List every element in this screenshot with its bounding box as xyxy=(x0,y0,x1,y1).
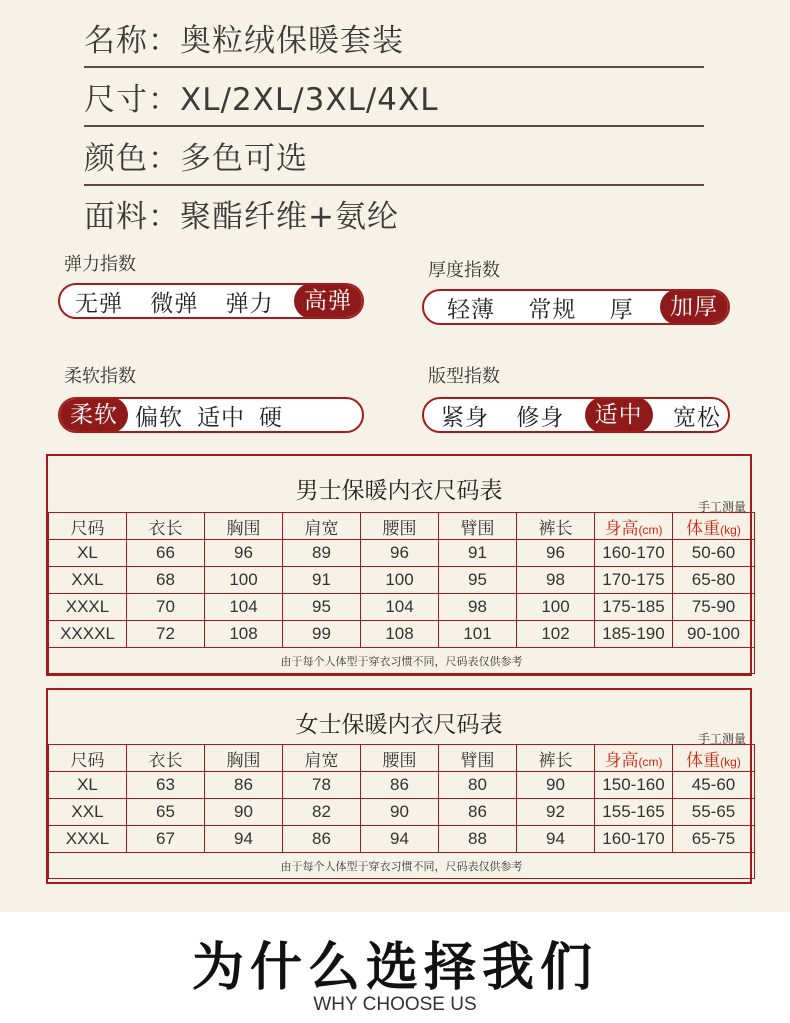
fit-option-selected: 适中 xyxy=(585,397,653,433)
header-cell-height xyxy=(595,745,673,772)
elasticity-option-selected: 高弹 xyxy=(294,283,362,319)
table-cell: 155-165 xyxy=(595,799,673,826)
thickness-index-label: 厚度指数 xyxy=(428,260,500,281)
elasticity-index-label: 弹力指数 xyxy=(64,254,136,275)
table-cell: XXL xyxy=(49,567,127,594)
table-cell: 94 xyxy=(205,826,283,853)
women-size-footnote: 由于每个人体型于穿衣习惯不同，尺码表仅供参考 xyxy=(49,853,755,879)
spec-label: 尺寸 xyxy=(84,82,148,118)
header-cell: 裤长 xyxy=(517,513,595,540)
spec-separator: ： xyxy=(148,141,180,177)
elasticity-option: 弹力 xyxy=(225,290,274,317)
women-size-chart xyxy=(46,688,752,884)
table-cell: 80 xyxy=(439,772,517,799)
table-cell: XL xyxy=(49,540,127,567)
women-size-table xyxy=(48,744,755,879)
table-cell: 65-80 xyxy=(673,567,755,594)
softness-index-label: 柔软指数 xyxy=(64,366,136,387)
table-cell: 108 xyxy=(361,621,439,648)
header-cell: 裤长 xyxy=(517,745,595,772)
table-row xyxy=(49,594,755,621)
table-cell: 95 xyxy=(439,567,517,594)
fit-option: 修身 xyxy=(516,404,565,431)
table-header-row xyxy=(49,513,755,540)
thickness-index-scale xyxy=(422,289,730,325)
fit-option: 紧身 xyxy=(441,404,489,431)
table-cell: 78 xyxy=(283,772,361,799)
table-cell: 86 xyxy=(361,772,439,799)
table-cell: 90 xyxy=(361,799,439,826)
spec-value: 奥粒绒保暖套装 xyxy=(180,23,404,59)
why-choose-us-subtitle: WHY CHOOSE US xyxy=(313,994,477,1015)
thickness-option: 常规 xyxy=(528,296,577,323)
fit-index-label: 版型指数 xyxy=(428,366,500,387)
table-row xyxy=(49,772,755,799)
table-cell: 96 xyxy=(361,540,439,567)
table-cell: 160-170 xyxy=(595,826,673,853)
table-cell: 88 xyxy=(439,826,517,853)
spec-separator: ： xyxy=(148,23,180,59)
weight-label: 体重 xyxy=(686,750,721,770)
women-size-chart-title: 女士保暖内衣尺码表 xyxy=(295,712,503,738)
table-cell: 175-185 xyxy=(595,594,673,621)
table-row xyxy=(49,826,755,853)
spec-row-color xyxy=(84,132,704,186)
table-cell: 86 xyxy=(283,826,361,853)
table-cell: 66 xyxy=(127,540,205,567)
height-label: 身高 xyxy=(604,518,639,538)
table-cell: 108 xyxy=(205,621,283,648)
spec-value: 聚酯纤维+氨纶 xyxy=(180,199,399,235)
header-cell: 衣长 xyxy=(127,513,205,540)
table-cell: 96 xyxy=(205,540,283,567)
spec-row-size xyxy=(84,73,704,127)
table-cell: 170-175 xyxy=(595,567,673,594)
table-cell: 65 xyxy=(127,799,205,826)
table-cell: 86 xyxy=(205,772,283,799)
header-cell: 肩宽 xyxy=(283,745,361,772)
height-label: 身高 xyxy=(604,750,639,770)
spec-label: 名称 xyxy=(84,23,148,59)
table-footnote-row xyxy=(49,648,755,674)
men-size-chart xyxy=(46,454,752,676)
table-cell: 104 xyxy=(361,594,439,621)
table-cell: XXXXL xyxy=(49,621,127,648)
weight-label: 体重 xyxy=(686,518,721,538)
header-cell: 臂围 xyxy=(439,513,517,540)
table-cell: XXXL xyxy=(49,594,127,621)
spec-value: 多色可选 xyxy=(180,141,308,177)
header-cell: 臂围 xyxy=(439,745,517,772)
table-cell: 72 xyxy=(127,621,205,648)
table-cell: 92 xyxy=(517,799,595,826)
spec-label: 颜色 xyxy=(84,141,148,177)
table-row xyxy=(49,540,755,567)
height-unit: (cm) xyxy=(638,754,663,769)
header-cell: 肩宽 xyxy=(283,513,361,540)
weight-unit: (kg) xyxy=(720,522,741,537)
table-header-row xyxy=(49,745,755,772)
table-cell: XXL xyxy=(49,799,127,826)
table-cell: 91 xyxy=(439,540,517,567)
elasticity-option: 微弹 xyxy=(150,290,199,317)
header-cell-weight xyxy=(673,745,755,772)
table-cell: 100 xyxy=(361,567,439,594)
table-cell: 101 xyxy=(439,621,517,648)
thickness-option-selected: 加厚 xyxy=(660,289,728,325)
table-cell: 86 xyxy=(439,799,517,826)
table-cell: 90 xyxy=(517,772,595,799)
table-cell: 104 xyxy=(205,594,283,621)
table-cell: 94 xyxy=(361,826,439,853)
softness-option: 适中 xyxy=(197,404,245,431)
spec-row-name xyxy=(84,14,704,68)
header-cell: 尺码 xyxy=(49,745,127,772)
softness-option: 偏软 xyxy=(135,404,183,431)
table-cell: 91 xyxy=(283,567,361,594)
men-size-footnote: 由于每个人体型于穿衣习惯不同，尺码表仅供参考 xyxy=(49,648,755,674)
fit-option: 宽松 xyxy=(672,404,721,431)
softness-option: 硬 xyxy=(259,404,283,431)
header-cell: 腰围 xyxy=(361,745,439,772)
spec-value: XL/2XL/3XL/4XL xyxy=(180,82,439,118)
table-cell: XL xyxy=(49,772,127,799)
table-cell: 150-160 xyxy=(595,772,673,799)
table-cell: 90-100 xyxy=(673,621,755,648)
table-cell: 100 xyxy=(205,567,283,594)
table-cell: 98 xyxy=(439,594,517,621)
height-unit: (cm) xyxy=(638,522,663,537)
why-choose-us-title: 为什么选择我们 xyxy=(191,938,598,998)
thickness-option: 轻薄 xyxy=(447,296,495,323)
table-cell: 82 xyxy=(283,799,361,826)
spec-row-fabric xyxy=(84,190,704,244)
header-cell-height xyxy=(595,513,673,540)
table-cell: 65-75 xyxy=(673,826,755,853)
spec-separator: ： xyxy=(148,199,180,235)
men-size-chart-title: 男士保暖内衣尺码表 xyxy=(295,478,503,504)
table-cell: 68 xyxy=(127,567,205,594)
table-row xyxy=(49,621,755,648)
table-cell: 89 xyxy=(283,540,361,567)
table-cell: 45-60 xyxy=(673,772,755,799)
table-cell: 55-65 xyxy=(673,799,755,826)
thickness-option: 厚 xyxy=(609,296,634,323)
spec-label: 面料 xyxy=(84,199,148,235)
elasticity-index-scale xyxy=(58,283,364,319)
table-cell: 75-90 xyxy=(673,594,755,621)
table-cell: 90 xyxy=(205,799,283,826)
table-cell: 185-190 xyxy=(595,621,673,648)
table-footnote-row xyxy=(49,853,755,879)
table-row xyxy=(49,799,755,826)
header-cell: 胸围 xyxy=(205,513,283,540)
men-measure-note: 手工测量 xyxy=(697,500,746,514)
table-cell: XXXL xyxy=(49,826,127,853)
header-cell: 胸围 xyxy=(205,745,283,772)
table-cell: 160-170 xyxy=(595,540,673,567)
table-cell: 95 xyxy=(283,594,361,621)
men-size-table xyxy=(48,512,755,674)
header-cell: 衣长 xyxy=(127,745,205,772)
header-cell: 腰围 xyxy=(361,513,439,540)
spec-separator: ： xyxy=(148,82,180,118)
table-cell: 50-60 xyxy=(673,540,755,567)
table-cell: 67 xyxy=(127,826,205,853)
table-cell: 100 xyxy=(517,594,595,621)
softness-index-scale xyxy=(58,397,364,433)
table-cell: 99 xyxy=(283,621,361,648)
table-cell: 98 xyxy=(517,567,595,594)
table-row xyxy=(49,567,755,594)
table-cell: 102 xyxy=(517,621,595,648)
table-cell: 96 xyxy=(517,540,595,567)
weight-unit: (kg) xyxy=(720,754,741,769)
women-measure-note: 手工测量 xyxy=(697,732,746,746)
header-cell-weight xyxy=(673,513,755,540)
header-cell: 尺码 xyxy=(49,513,127,540)
table-cell: 63 xyxy=(127,772,205,799)
table-cell: 70 xyxy=(127,594,205,621)
fit-index-scale xyxy=(422,397,730,433)
softness-option-selected: 柔软 xyxy=(60,397,128,433)
table-cell: 94 xyxy=(517,826,595,853)
elasticity-option: 无弹 xyxy=(75,290,123,317)
